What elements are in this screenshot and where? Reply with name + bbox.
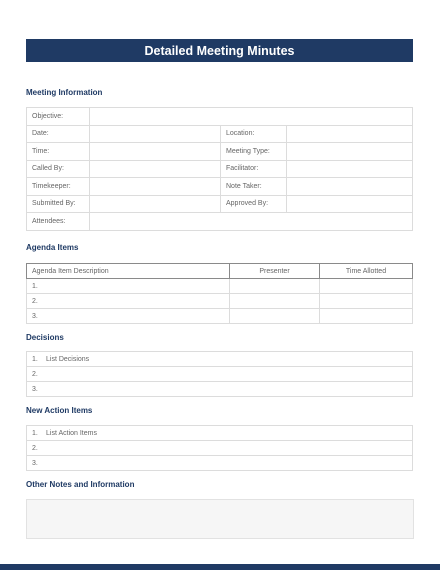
list-item — [27, 456, 413, 471]
action-items-list — [26, 425, 413, 471]
decision-item-2[interactable] — [27, 367, 413, 382]
agenda-item-cell[interactable]: 1. — [27, 279, 230, 294]
table-row — [27, 294, 413, 309]
agenda-item-cell[interactable]: 2. — [27, 294, 230, 309]
meeting-type-label: Meeting Type: — [221, 143, 287, 161]
item-number: 3. — [32, 459, 38, 467]
timekeeper-label: Timekeeper: — [27, 178, 90, 196]
location-label: Location: — [221, 125, 287, 143]
action-item-2[interactable] — [27, 441, 413, 456]
other-notes-heading: Other Notes and Information — [26, 480, 135, 489]
meeting-information-heading: Meeting Information — [26, 88, 103, 97]
list-item — [27, 367, 413, 382]
info-row — [27, 160, 413, 178]
called-by-label: Called By: — [27, 160, 90, 178]
decisions-list — [26, 351, 413, 397]
item-number: 3. — [32, 385, 38, 393]
time-field[interactable] — [90, 143, 221, 161]
table-row — [27, 309, 413, 324]
submitted-by-field[interactable] — [90, 195, 221, 213]
presenter-column-header: Presenter — [230, 264, 320, 279]
time-allotted-column-header: Time Allotted — [320, 264, 413, 279]
meeting-information-table — [26, 107, 413, 231]
agenda-header-row — [27, 264, 413, 279]
presenter-cell[interactable] — [230, 294, 320, 309]
action-item-3[interactable] — [27, 456, 413, 471]
date-label: Date: — [27, 125, 90, 143]
page-title: Detailed Meeting Minutes — [26, 39, 413, 62]
time-allotted-cell[interactable] — [320, 294, 413, 309]
item-text: List Action Items — [46, 429, 97, 437]
attendees-row — [27, 213, 413, 231]
approved-by-field[interactable] — [287, 195, 413, 213]
objective-field[interactable] — [90, 108, 413, 126]
table-row — [27, 279, 413, 294]
decision-item-1[interactable] — [27, 352, 413, 367]
agenda-table — [26, 263, 413, 324]
time-label: Time: — [27, 143, 90, 161]
facilitator-field[interactable] — [287, 160, 413, 178]
note-taker-field[interactable] — [287, 178, 413, 196]
objective-label: Objective: — [27, 108, 90, 126]
decisions-heading: Decisions — [26, 333, 64, 342]
time-allotted-cell[interactable] — [320, 279, 413, 294]
attendees-field[interactable] — [90, 213, 413, 231]
presenter-cell[interactable] — [230, 309, 320, 324]
objective-row — [27, 108, 413, 126]
list-item — [27, 382, 413, 397]
item-number: 1. — [32, 355, 38, 363]
approved-by-label: Approved By: — [221, 195, 287, 213]
called-by-field[interactable] — [90, 160, 221, 178]
facilitator-label: Facilitator: — [221, 160, 287, 178]
item-number: 1. — [32, 429, 38, 437]
action-items-heading: New Action Items — [26, 406, 93, 415]
list-item — [27, 426, 413, 441]
item-number: 2. — [32, 444, 38, 452]
item-number: 2. — [32, 370, 38, 378]
submitted-by-label: Submitted By: — [27, 195, 90, 213]
time-allotted-cell[interactable] — [320, 309, 413, 324]
agenda-item-cell[interactable]: 3. — [27, 309, 230, 324]
date-field[interactable] — [90, 125, 221, 143]
action-item-1[interactable] — [27, 426, 413, 441]
info-row — [27, 125, 413, 143]
info-row — [27, 143, 413, 161]
info-row — [27, 195, 413, 213]
list-item — [27, 352, 413, 367]
timekeeper-field[interactable] — [90, 178, 221, 196]
list-item — [27, 441, 413, 456]
decision-item-3[interactable] — [27, 382, 413, 397]
location-field[interactable] — [287, 125, 413, 143]
footer-bar — [0, 564, 440, 570]
meeting-type-field[interactable] — [287, 143, 413, 161]
attendees-label: Attendees: — [27, 213, 90, 231]
agenda-description-column-header: Agenda Item Description — [27, 264, 230, 279]
note-taker-label: Note Taker: — [221, 178, 287, 196]
info-row — [27, 178, 413, 196]
other-notes-field[interactable] — [26, 499, 414, 539]
agenda-items-heading: Agenda Items — [26, 243, 79, 252]
presenter-cell[interactable] — [230, 279, 320, 294]
item-text: List Decisions — [46, 355, 90, 363]
